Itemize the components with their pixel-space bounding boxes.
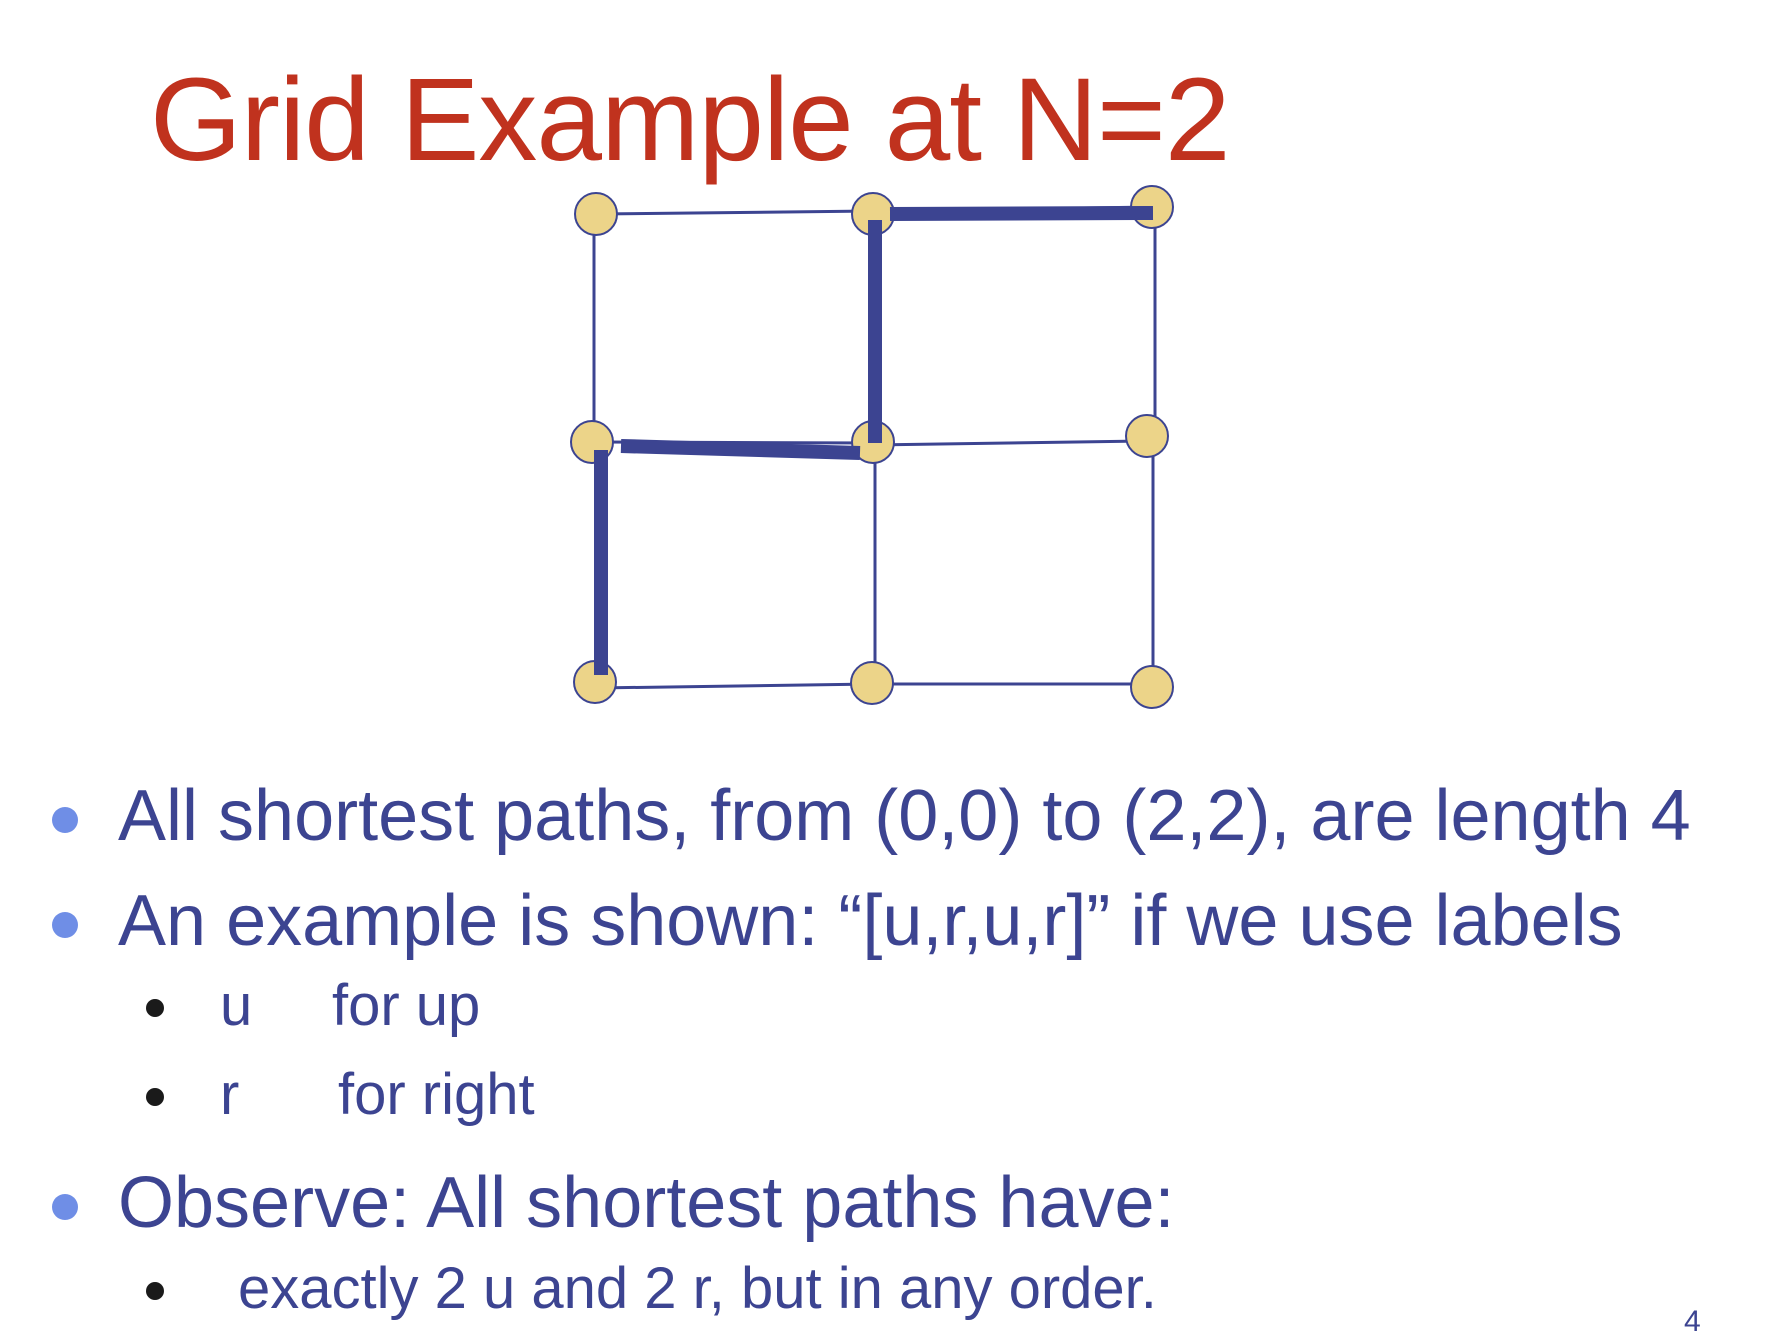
sub-bullet-key: r — [220, 1062, 240, 1127]
page-number: 4 — [1684, 1305, 1701, 1338]
sub-bullet-value: for up — [332, 973, 481, 1038]
bullet-text: An example is shown: “[u,r,u,r]” if we use labels — [118, 881, 1623, 961]
bullet-icon — [52, 807, 78, 833]
path-step-r1 — [621, 446, 860, 453]
sub-bullet-icon — [146, 1088, 164, 1106]
edge-h-bot-left — [597, 684, 873, 688]
edge-h-top-left — [598, 211, 873, 214]
bullet-text: Observe: All shortest paths have: — [118, 1163, 1175, 1243]
node-0-2 — [575, 193, 617, 235]
sub-bullet-key: u — [220, 973, 253, 1038]
bullet-icon — [52, 1194, 78, 1220]
edge-h-mid-right — [873, 441, 1148, 445]
bullet-text: All shortest paths, from (0,0) to (2,2), are length 4 — [118, 776, 1691, 856]
bullet-icon — [52, 912, 78, 938]
node-2-0 — [1131, 666, 1173, 708]
sub-bullet-value: for right — [338, 1062, 535, 1127]
sub-bullet-value: exactly 2 u and 2 r, but in any order. — [238, 1256, 1157, 1321]
path-step-r2 — [890, 213, 1153, 214]
sub-bullet-icon — [146, 1282, 164, 1300]
slide-title: Grid Example at N=2 — [150, 54, 1230, 186]
node-2-1 — [1126, 415, 1168, 457]
node-1-0 — [851, 662, 893, 704]
sub-bullet-icon — [146, 999, 164, 1017]
